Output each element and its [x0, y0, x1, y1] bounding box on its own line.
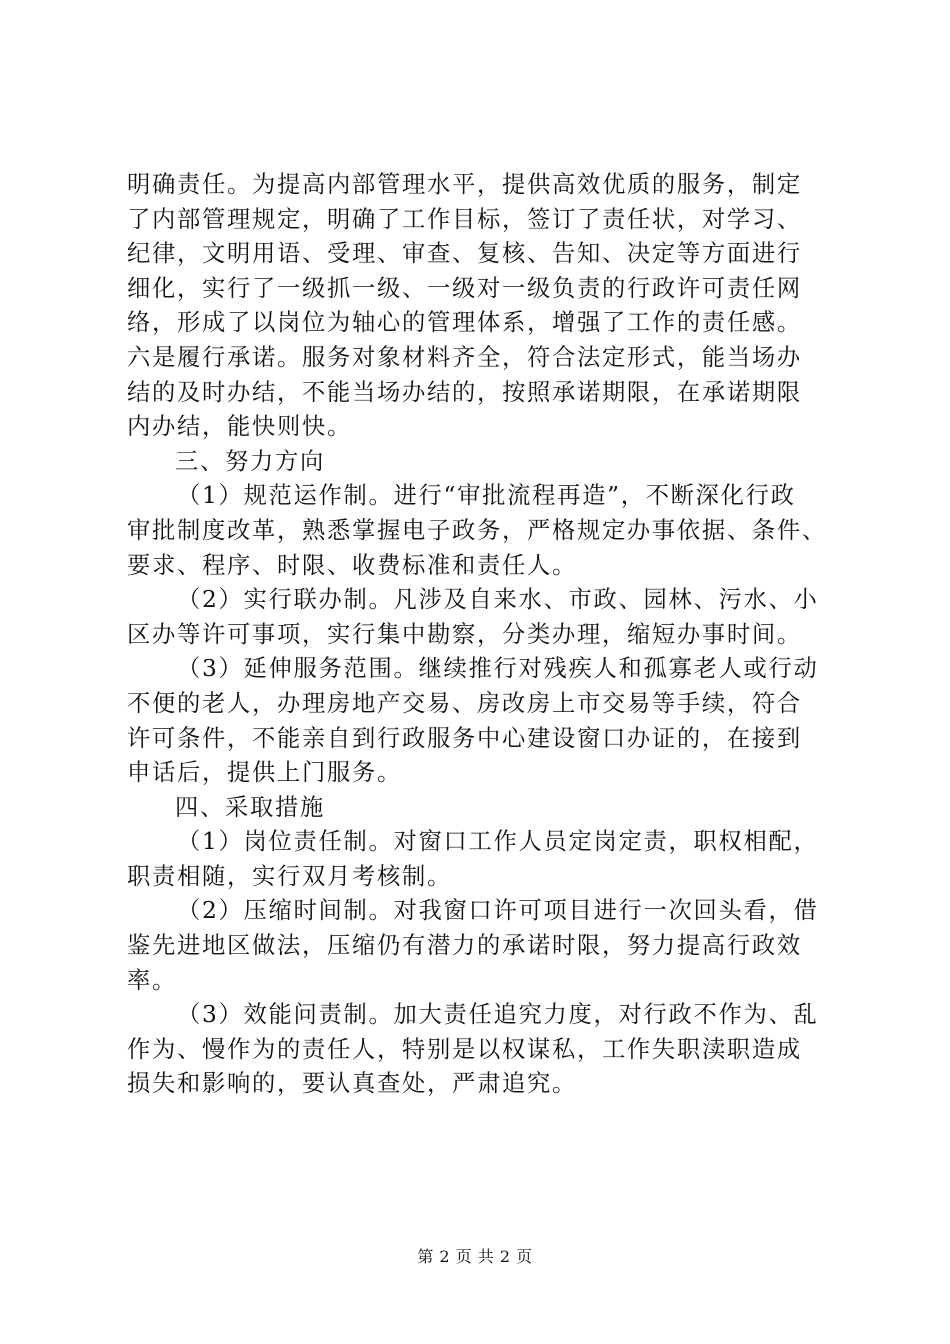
list-item: （1）岗位责任制。对窗口工作人员定岗定责，职权相配， [177, 828, 819, 856]
text-line: 六是履行承诺。服务对象材料齐全，符合法定形式，能当场办 [127, 343, 802, 371]
text-line: 鉴先进地区做法，压缩仍有潜力的承诺时限，努力提高行政效 [127, 932, 802, 960]
text-line: 职责相随，实行双月考核制。 [127, 862, 452, 890]
text-line: 损失和影响的，要认真查处，严肃追究。 [127, 1070, 577, 1098]
text-line: 内办结，能快则快。 [127, 413, 352, 441]
text-line: 率。 [127, 966, 177, 994]
text-line: 审批制度改革，熟悉掌握电子政务，严格规定办事依据、条件、 [127, 516, 827, 544]
text-line: 许可条件，不能亲自到行政服务中心建设窗口办证的，在接到 [127, 724, 802, 752]
text-line: 细化，实行了一级抓一级、一级对一级负责的行政许可责任网 [127, 274, 802, 302]
text-line: 要求、程序、时限、收费标准和责任人。 [127, 551, 577, 579]
text-line: 了内部管理规定，明确了工作目标，签订了责任状，对学习、 [127, 205, 802, 233]
list-item: （2）压缩时间制。对我窗口许可项目进行一次回头看，借 [177, 897, 819, 925]
text-line: 纪律，文明用语、受理、审查、复核、告知、决定等方面进行 [127, 240, 802, 268]
list-item: （3）延伸服务范围。继续推行对残疾人和孤寡老人或行动 [177, 655, 819, 683]
text-line: 区办等许可事项，实行集中勘察，分类办理，缩短办事时间。 [127, 620, 802, 648]
page-footer: 第 2 页 共 2 页 [417, 1247, 533, 1266]
section-heading: 三、努力方向 [175, 447, 325, 475]
list-item: （1）规范运作制。进行“审批流程再造”，不断深化行政 [177, 482, 796, 510]
section-heading: 四、采取措施 [175, 793, 325, 821]
list-item: （2）实行联办制。凡涉及自来水、市政、园林、污水、小 [177, 586, 819, 614]
text-line: 明确责任。为提高内部管理水平，提供高效优质的服务，制定 [127, 171, 802, 198]
text-line: 作为、慢作为的责任人，特别是以权谋私，工作失职渎职造成 [127, 1035, 802, 1063]
text-line: 结的及时办结，不能当场办结的，按照承诺期限，在承诺期限 [127, 378, 802, 406]
document-body [127, 168, 831, 1102]
text-line: 络，形成了以岗位为轴心的管理体系，增强了工作的责任感。 [127, 309, 802, 337]
list-item: （3）效能问责制。加大责任追究力度，对行政不作为、乱 [177, 1001, 819, 1029]
text-line: 申话后，提供上门服务。 [127, 759, 402, 787]
text-line: 不便的老人，办理房地产交易、房改房上市交易等手续，符合 [127, 689, 802, 717]
